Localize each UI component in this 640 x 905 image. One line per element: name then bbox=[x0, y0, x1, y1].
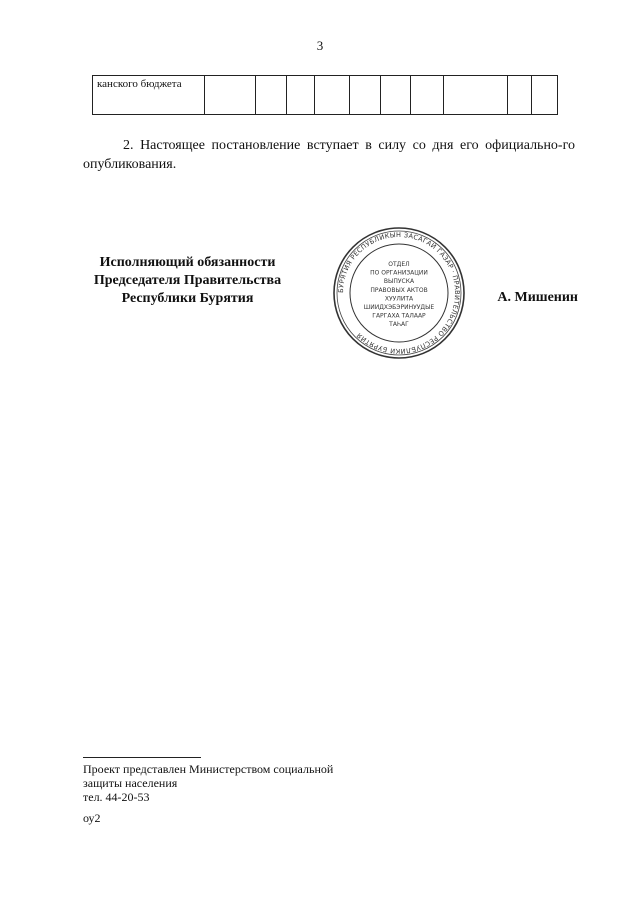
table-cell bbox=[532, 76, 558, 115]
signatory-line-1: Исполняющий обязанности bbox=[99, 255, 276, 270]
footer-line-2: защиты населения bbox=[83, 776, 178, 790]
seal-outer-text: БУРЯТИЯ РЕСПУБЛИКЫН ЗАСАГАЙ ГАЗАР · ПРАВИТЕЛЬСТВО РЕСПУБЛИКИ БУРЯТИЯ bbox=[336, 230, 462, 356]
table-cell bbox=[443, 76, 507, 115]
table-cell bbox=[349, 76, 380, 115]
footer-line-1: Проект представлен Министерством социальной bbox=[83, 762, 334, 776]
seal-inner-line: ХУУЛИТА bbox=[384, 295, 414, 303]
budget-table-fragment bbox=[92, 75, 558, 115]
seal-inner-line: ВЫПУСКА bbox=[383, 278, 415, 286]
table-cell bbox=[286, 76, 315, 115]
page-number: 3 bbox=[316, 38, 324, 53]
seal-inner-line: ТАҺАГ bbox=[389, 321, 409, 329]
footer-code: оу2 bbox=[83, 811, 101, 825]
footer-note bbox=[83, 762, 383, 804]
table-cell-label: канского бюджета bbox=[93, 76, 205, 115]
signer-name: А. Мишенин bbox=[497, 290, 578, 305]
footer-line-3: тел. 44-20-53 bbox=[83, 790, 150, 804]
table-cell bbox=[411, 76, 444, 115]
signatory-line-2: Председателя Правительства bbox=[93, 273, 282, 288]
table-cell bbox=[256, 76, 287, 115]
effective-date-paragraph: 2. Настоящее постановление вступает в силу со дня его официально-го опубликования. bbox=[83, 138, 575, 172]
seal-inner-line: ПО ОРГАНИЗАЦИИ bbox=[370, 269, 428, 277]
seal-inner-line: ШИИДХЭБЭРИНУУДЫЕ bbox=[363, 304, 435, 311]
table-row bbox=[93, 76, 558, 115]
official-seal-stamp bbox=[332, 226, 466, 360]
seal-inner-line: ОТДЕЛ bbox=[388, 261, 410, 268]
table-cell bbox=[315, 76, 350, 115]
table-cell bbox=[507, 76, 531, 115]
signatory-title bbox=[70, 254, 305, 308]
footer-divider bbox=[83, 757, 201, 758]
signatory-line-3: Республики Бурятия bbox=[121, 291, 254, 306]
seal-inner-line: ПРАВОВЫХ АКТОВ bbox=[370, 286, 428, 294]
table-cell bbox=[205, 76, 256, 115]
table-cell bbox=[380, 76, 411, 115]
seal-inner-line: ГАРГАХА ТАЛААР bbox=[372, 312, 426, 320]
